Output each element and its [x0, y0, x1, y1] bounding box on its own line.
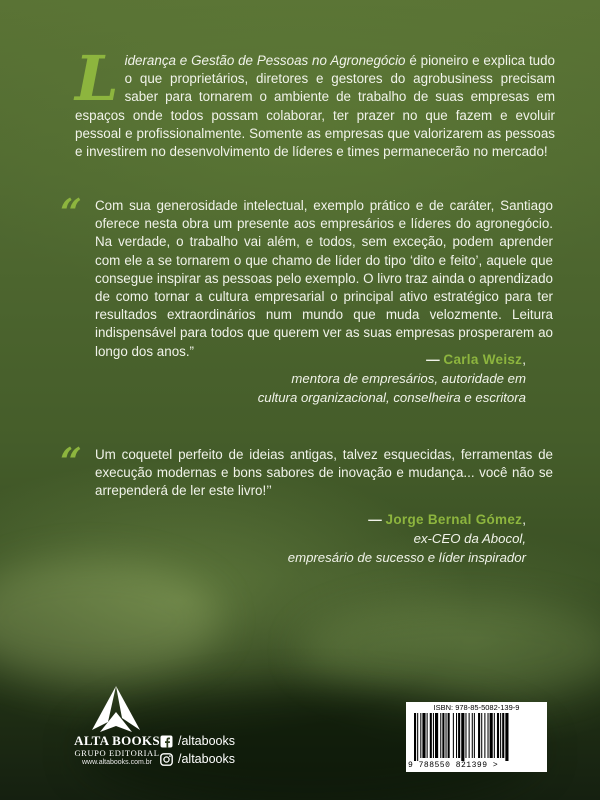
testimonial-quote: Um coquetel perfeito de ideias antigas, talvez esquecidas, ferramentas de execução modernas e bons sabores de inovação e mudança... você não se arrependerá de ler este livro!’’	[95, 447, 553, 499]
barcode-bar	[427, 713, 428, 758]
barcode-bar	[484, 713, 485, 758]
barcode-bar	[481, 713, 482, 758]
barcode-bar	[414, 713, 416, 761]
drop-cap: L	[75, 42, 119, 115]
barcode-bar	[461, 713, 464, 761]
barcode-bar	[440, 713, 441, 758]
barcode-bar	[453, 713, 454, 758]
facebook-handle: /altabooks	[178, 734, 235, 748]
quote-mark-icon: “	[60, 439, 82, 484]
author-role: cultura organizacional, conselheira e escritora	[257, 390, 526, 405]
author-role: mentora de empresários, autoridade em	[291, 371, 526, 386]
publisher-website: www.altabooks.com.br	[81, 759, 153, 766]
background-blur	[0, 560, 220, 680]
barcode-bar	[446, 713, 447, 758]
testimonial-attribution: — Jorge Bernal Gómez, ex-CEO da Abocol, empresário de sucesso e líder inspirador	[287, 512, 526, 565]
barcode-bar	[472, 713, 473, 758]
barcode-bar	[497, 713, 499, 758]
barcode-bar	[442, 713, 444, 758]
publisher-subtitle: GRUPO EDITORIAL	[74, 748, 160, 758]
dash: —	[426, 352, 440, 367]
barcode-bar	[488, 713, 489, 758]
barcode-bar	[500, 713, 501, 758]
barcode-bar	[494, 713, 495, 758]
testimonial-attribution: — Carla Weisz, mentora de empresários, autoridade em cultura organizacional, conselheira e escritora	[257, 352, 526, 405]
barcode-bar	[502, 713, 504, 758]
facebook-link[interactable]	[160, 734, 235, 748]
dash: —	[368, 512, 382, 527]
barcode-bar	[478, 713, 480, 758]
barcode-bar	[430, 713, 432, 758]
barcode-bar	[474, 713, 475, 758]
intro-body: é pioneiro e explica tudo o que proprietários, diretores e gestores do agrobusiness precisam saber para tornarem o ambiente de trabalho de suas empresas em espaços onde todos possam colaborar, ter prazer no que fazem e evoluir pessoal e profissionalmente. Somente as empresas que valorizarem as pessoas e investirem no desenvolvimento de líderes e times permanecerão no mercado!	[75, 53, 556, 160]
barcode-digits: 9 788550 821399 >	[408, 761, 499, 770]
barcode-bar	[417, 713, 418, 761]
author-role: ex-CEO da Abocol,	[413, 531, 526, 546]
barcode-bar	[458, 713, 460, 758]
barcode-bar	[465, 713, 466, 758]
facebook-icon	[160, 735, 173, 748]
barcode-bar	[422, 713, 425, 758]
intro-paragraph	[75, 42, 556, 161]
instagram-handle: /altabooks	[178, 752, 235, 766]
barcode-bars	[414, 713, 539, 761]
barcode-bar	[420, 713, 421, 758]
book-title: iderança e Gestão de Pessoas no Agronegócio	[124, 53, 406, 68]
instagram-link[interactable]	[160, 752, 235, 766]
barcode-bar	[505, 713, 508, 761]
barcode-bar	[456, 713, 457, 758]
instagram-icon	[160, 753, 173, 766]
quote-mark-icon: “	[60, 190, 82, 235]
testimonial-quote: Com sua generosidade intelectual, exemplo prático e de caráter, Santiago oferece nesta obra um presente aos empresários e líderes do agronegócio. Na verdade, o trabalho vai além, e todos, sem exceção, podem aprender com ele a se tornarem o que chamo de líder do tipo ‘dito e feito’, aquele que consegue inspirar as pessoas pelo exemplo. O livro traz ainda o aprendizado de como tornar a cultura empresarial o principal ativo estratégico para ter resultados extraordinários num mundo que muda velozmente. Leitura indispensável para todos que querem ver as suas empresas prosperarem ao longo dos anos.”	[95, 198, 553, 359]
barcode-bar	[433, 713, 434, 758]
testimonial-author: Carla Weisz	[443, 352, 523, 367]
barcode-bar	[435, 713, 438, 758]
author-role: empresário de sucesso e líder inspirador	[287, 550, 526, 565]
barcode-bar	[469, 713, 470, 758]
isbn-barcode	[406, 702, 547, 772]
publisher-name: ALTA BOOKS	[74, 733, 160, 748]
background-blur	[300, 600, 600, 700]
isbn-label: ISBN: 978-85-5082-139-9	[433, 703, 520, 712]
barcode-bar	[490, 713, 493, 758]
testimonial-author: Jorge Bernal Gómez	[385, 512, 523, 527]
barcode-bar	[448, 713, 450, 758]
